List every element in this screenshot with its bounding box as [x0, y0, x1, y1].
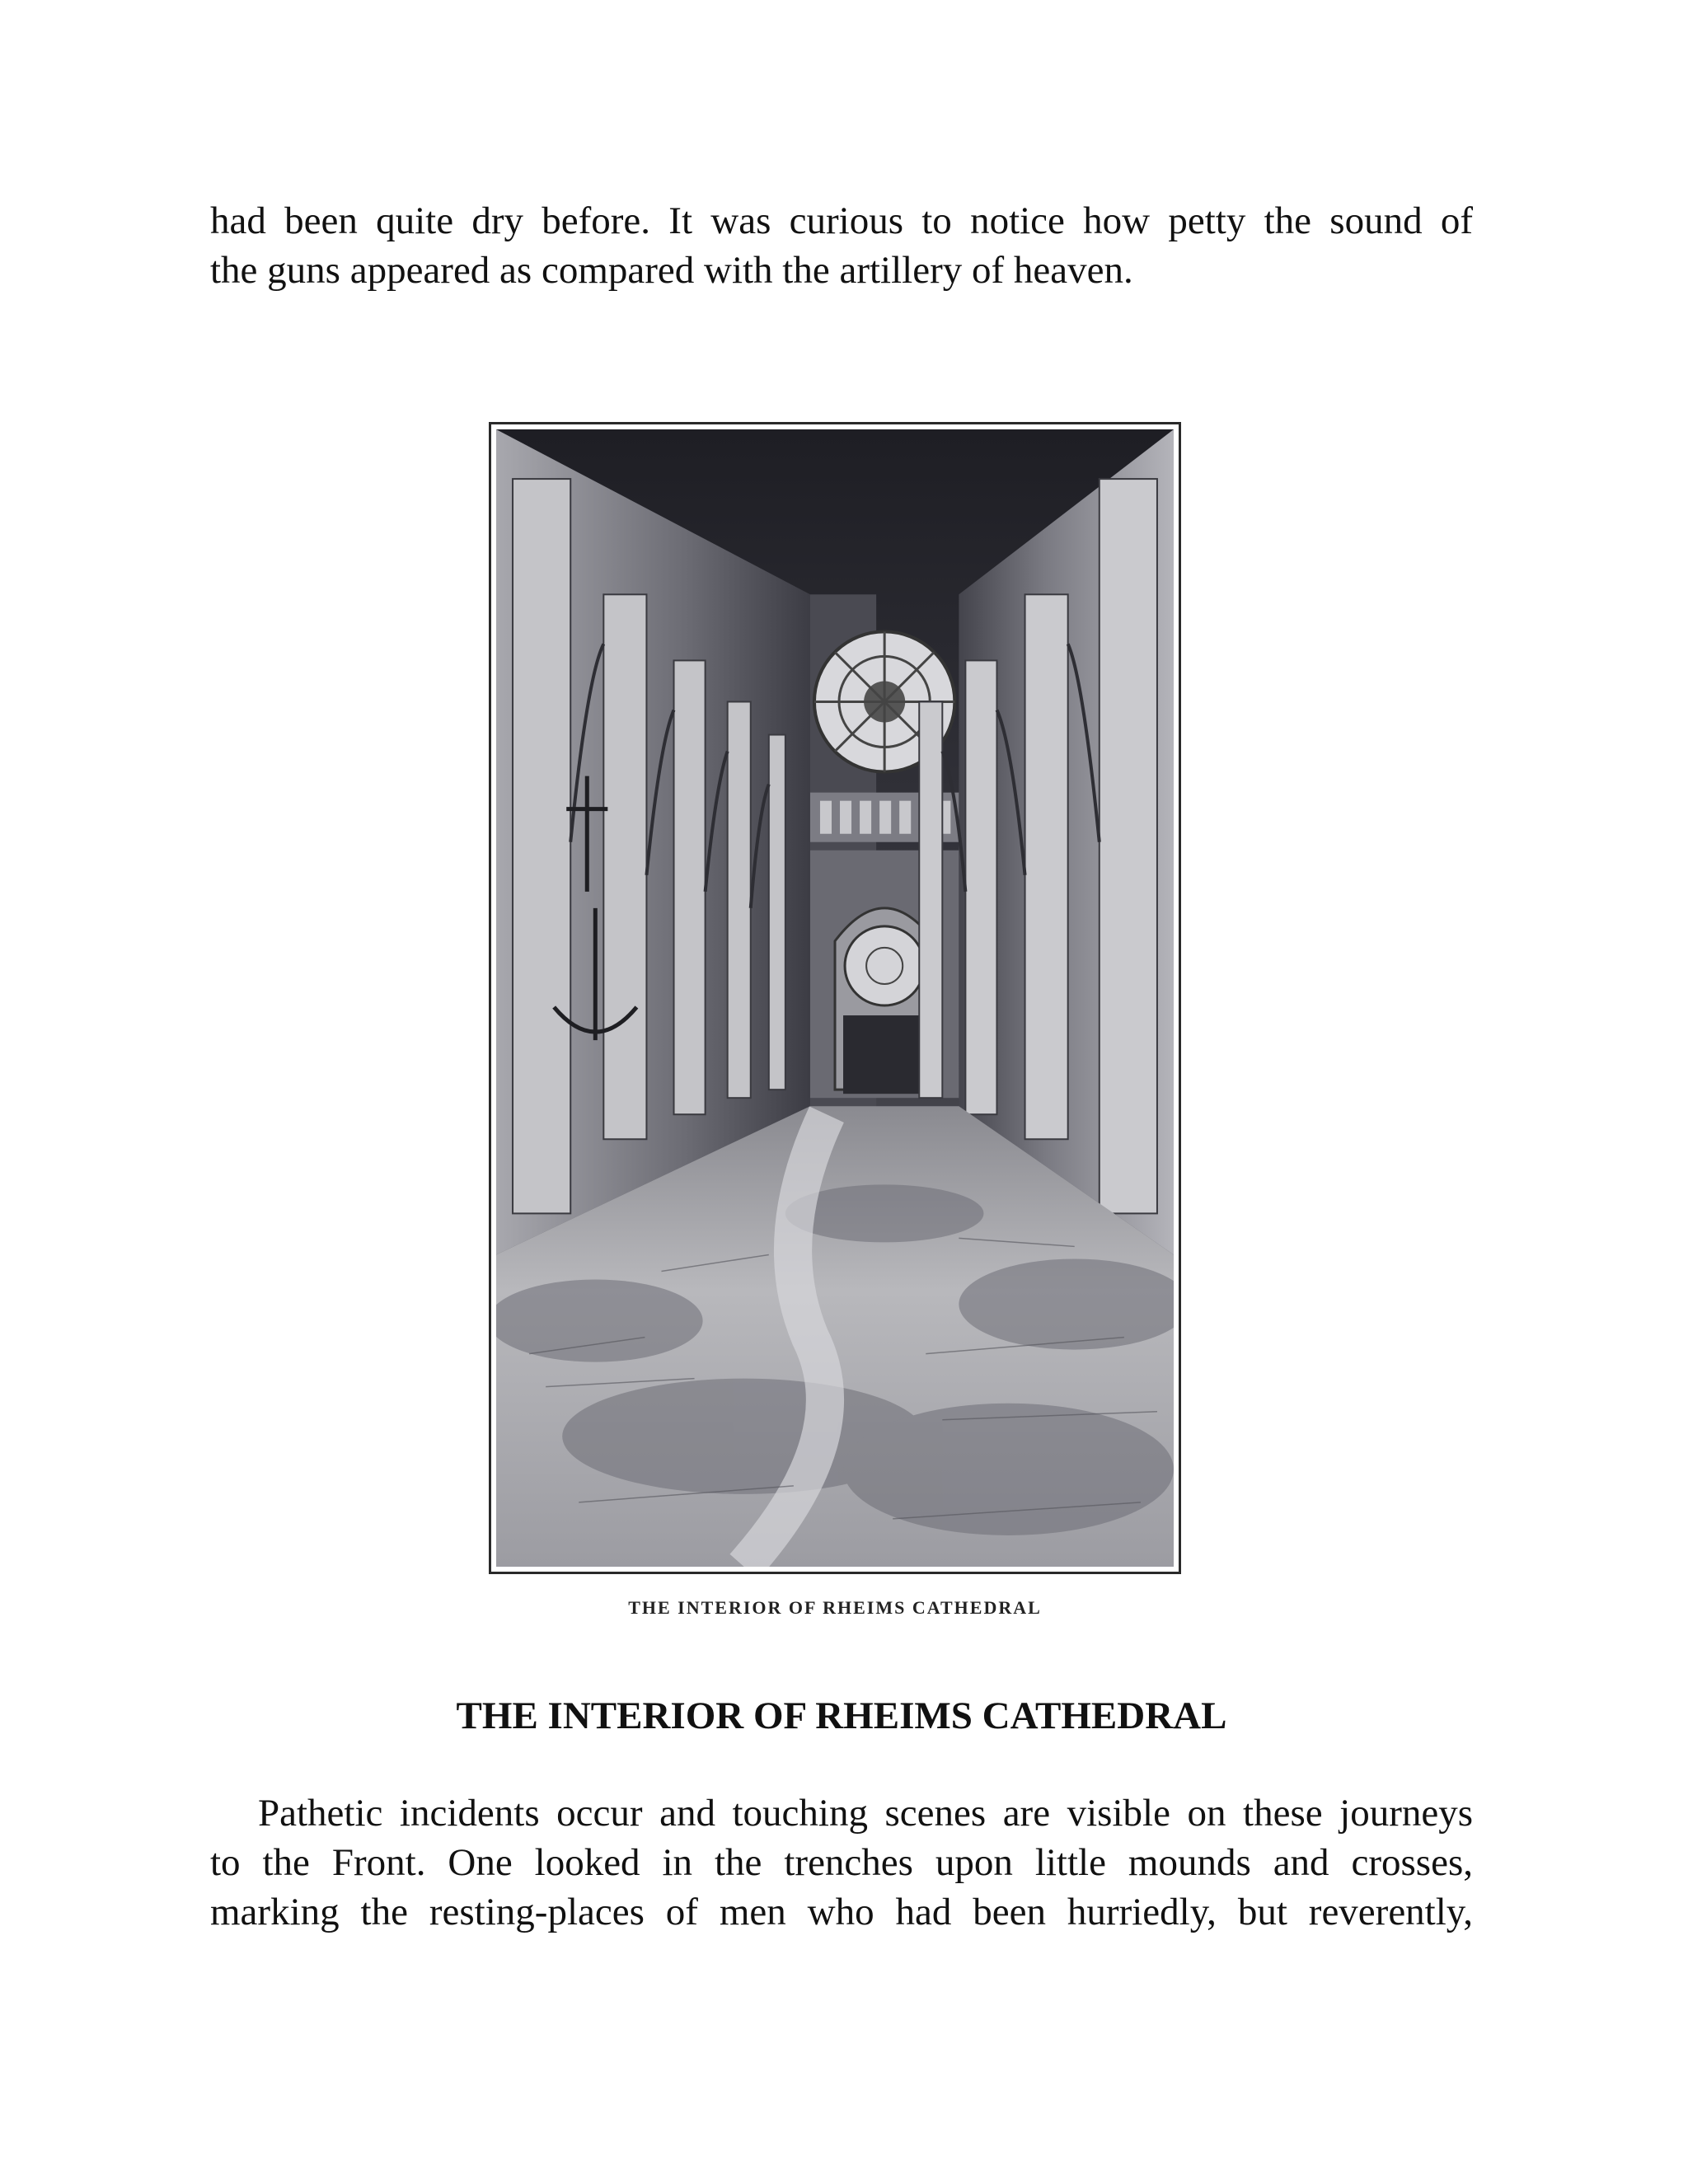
text-line: the guns appeared as compared with the artillery of heaven.: [210, 249, 1133, 292]
text-line: Pathetic incidents occur and touching scenes are visible on these journeys: [258, 1792, 1473, 1835]
text-line: to the Front. One looked in the trenches upon little mounds and crosses,: [210, 1841, 1473, 1884]
figure-heading: THE INTERIOR OF RHEIMS CATHEDRAL: [456, 1694, 1227, 1737]
top-paragraph: [210, 196, 1473, 295]
cathedral-photograph: [489, 422, 1181, 1574]
text-line: had been quite dry before. It was curious to notice how petty the sound of: [210, 199, 1473, 242]
plate-caption: THE INTERIOR OF RHEIMS CATHEDRAL: [628, 1597, 1042, 1618]
bottom-paragraph: [210, 1788, 1473, 1937]
text-line: marking the resting-places of men who had been hurriedly, but reverently,: [210, 1891, 1473, 1933]
